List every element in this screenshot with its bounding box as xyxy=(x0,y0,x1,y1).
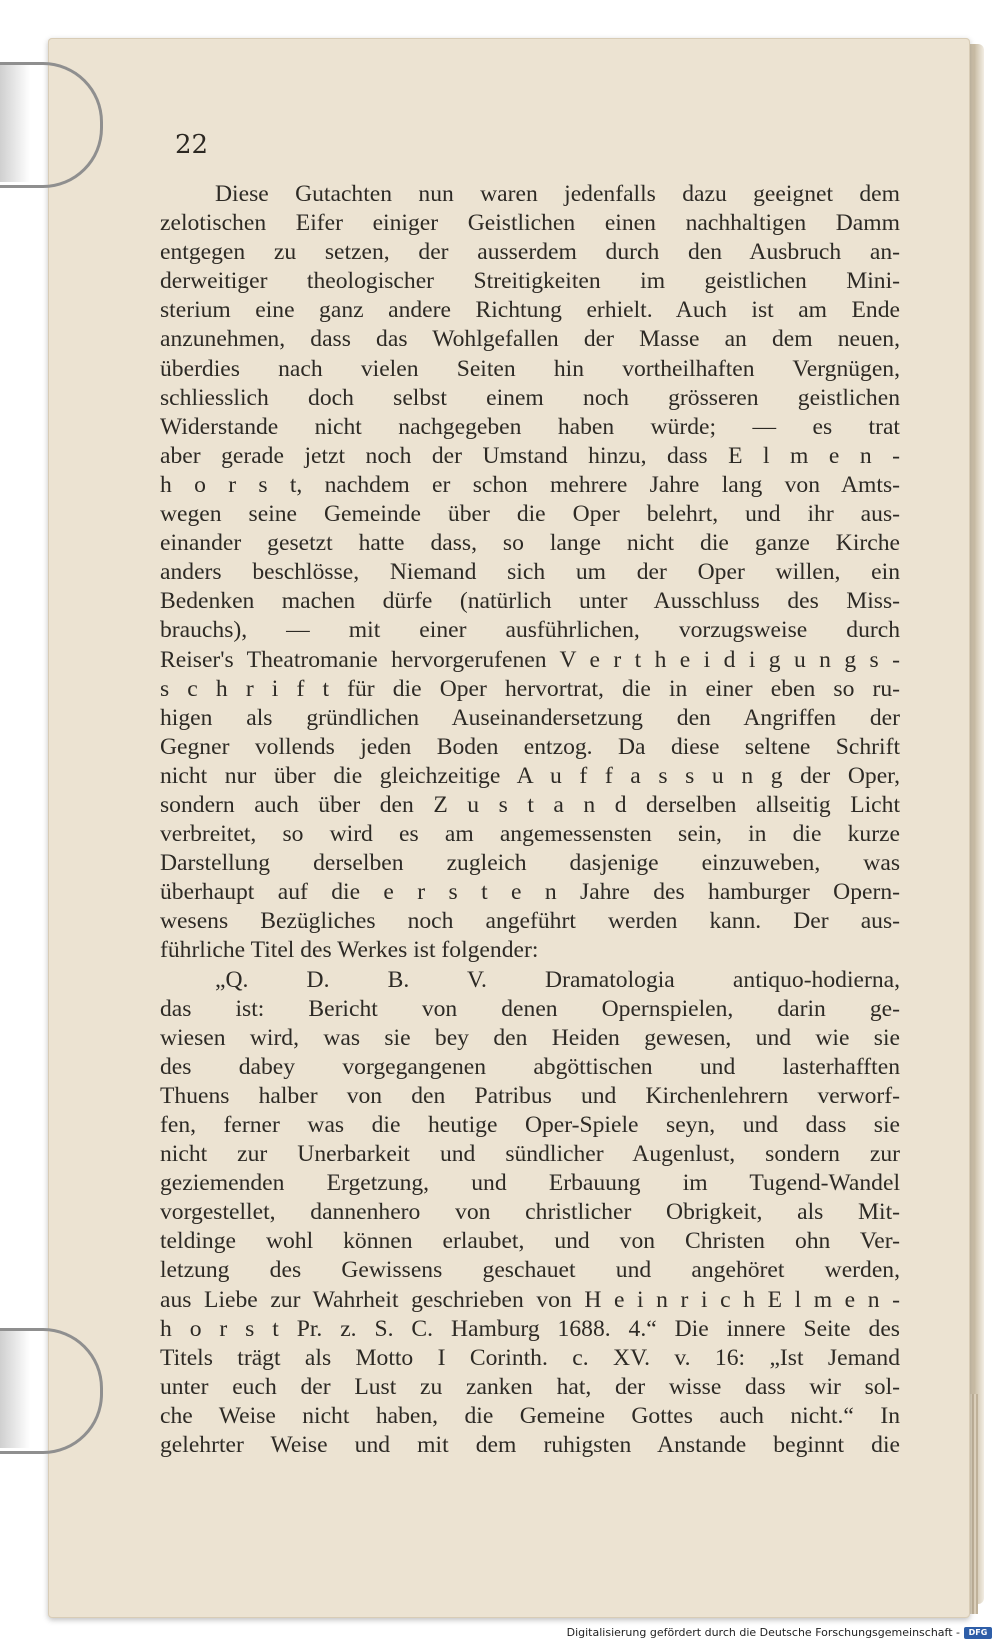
text-line: unter euch der Lust zu zanken hat, der wisse dass wir sol- xyxy=(160,1373,900,1400)
text-line: Thuens halber von den Patribus und Kirchenlehrern verworf- xyxy=(160,1082,900,1109)
text-line: entgegen zu setzen, der ausserdem durch den Ausbruch an- xyxy=(160,239,900,266)
text-line: geziemenden Ergetzung, und Erbauung im Tugend-Wandel xyxy=(160,1170,900,1197)
text-line: aus Liebe zur Wahrheit geschrieben von H e i n r i c h E l m e n - xyxy=(160,1286,900,1313)
text-line: Widerstande nicht nachgegeben haben würde; — es trat xyxy=(160,413,900,440)
text-line: anders beschlösse, Niemand sich um der Oper willen, ein xyxy=(160,559,900,586)
text-line: Reiser's Theatromanie hervorgerufenen V e r t h e i d i g u n g s - xyxy=(160,646,900,673)
text-line: überhaupt auf die e r s t e n Jahre des hamburger Opern- xyxy=(160,879,900,906)
text-line: s c h r i f t für die Oper hervortrat, die in einer eben so ru- xyxy=(160,675,900,702)
text-line: verbreitet, so wird es am angemessensten sein, in die kurze xyxy=(160,821,900,848)
text-line: sterium eine ganz andere Richtung erhielt. Auch ist am Ende xyxy=(160,297,900,324)
text-line: teldinge wohl können erlaubet, und von Christen ohn Ver- xyxy=(160,1228,900,1255)
text-line: des dabey vorgegangenen abgöttischen und lasterhafften xyxy=(160,1053,900,1080)
page-number: 22 xyxy=(175,130,209,160)
text-line: vorgestellet, dannenhero von christlicher Obrigkeit, als Mit- xyxy=(160,1199,900,1226)
text-line: higen als gründlichen Auseinandersetzung den Angriffen der xyxy=(160,704,900,731)
body-text xyxy=(160,180,900,1460)
text-line: überdies nach vielen Seiten hin vortheilhaften Vergnügen, xyxy=(160,355,900,382)
text-line: derweitiger theologischer Streitigkeiten im geistlichen Mini- xyxy=(160,268,900,295)
text-line: das ist: Bericht von denen Opernspielen, darin ge- xyxy=(160,995,900,1022)
text-line: zelotischen Eifer einiger Geistlichen einen nachhaltigen Damm xyxy=(160,210,900,237)
dfg-logo: DFG xyxy=(964,1627,992,1639)
text-line: Titels trägt als Motto I Corinth. c. XV. v. 16: „Ist Jemand xyxy=(160,1344,900,1371)
text-line: schliesslich doch selbst einem noch grösseren geistlichen xyxy=(160,384,900,411)
text-line: fen, ferner was die heutige Oper-Spiele seyn, und dass sie xyxy=(160,1112,900,1138)
text-line: „Q. D. B. V. Dramatologia antiquo-hodierna, xyxy=(215,966,900,993)
text-line: Bedenken machen dürfe (natürlich unter Ausschluss des Miss- xyxy=(160,588,900,615)
text-line: wegen seine Gemeinde über die Oper belehrt, und ihr aus- xyxy=(160,501,900,528)
text-line: h o r s t Pr. z. S. C. Hamburg 1688. 4.“ Die innere Seite des xyxy=(160,1315,900,1342)
text-line: sondern auch über den Z u s t a n d derselben allseitig Licht xyxy=(160,791,900,818)
text-line: Diese Gutachten nun waren jedenfalls dazu geeignet dem xyxy=(215,181,900,207)
footer-credit: Digitalisierung gefördert durch die Deutsche Forschungsgemeinschaft - xyxy=(566,1626,960,1639)
text-line: wesens Bezügliches noch angeführt werden kann. Der aus- xyxy=(160,908,900,935)
text-line: führliche Titel des Werkes ist folgender: xyxy=(160,937,539,964)
text-line: Gegner vollends jeden Boden entzog. Da diese seltene Schrift xyxy=(160,733,900,760)
text-line: che Weise nicht haben, die Gemeine Gottes auch nicht.“ In xyxy=(160,1402,900,1429)
text-line: Darstellung derselben zugleich dasjenige einzuweben, was xyxy=(160,850,900,877)
text-line: aber gerade jetzt noch der Umstand hinzu, dass E l m e n - xyxy=(160,442,900,469)
text-line: wiesen wird, was sie bey den Heiden gewesen, und wie sie xyxy=(160,1024,900,1051)
text-line: einander gesetzt hatte dass, so lange nicht die ganze Kirche xyxy=(160,530,900,557)
text-line: gelehrter Weise und mit dem ruhigsten Anstande beginnt die xyxy=(160,1432,900,1459)
text-line: letzung des Gewissens geschauet und angehöret werden, xyxy=(160,1257,900,1284)
text-line: nicht zur Unerbarkeit und sündlicher Augenlust, sondern zur xyxy=(160,1141,900,1168)
text-line: anzunehmen, dass das Wohlgefallen der Masse an dem neuen, xyxy=(160,326,900,353)
text-line: h o r s t, nachdem er schon mehrere Jahre lang von Amts- xyxy=(160,471,900,498)
text-line: brauchs), — mit einer ausführlichen, vorzugsweise durch xyxy=(160,617,900,644)
text-line: nicht nur über die gleichzeitige A u f f a s s u n g der Oper, xyxy=(160,762,900,789)
